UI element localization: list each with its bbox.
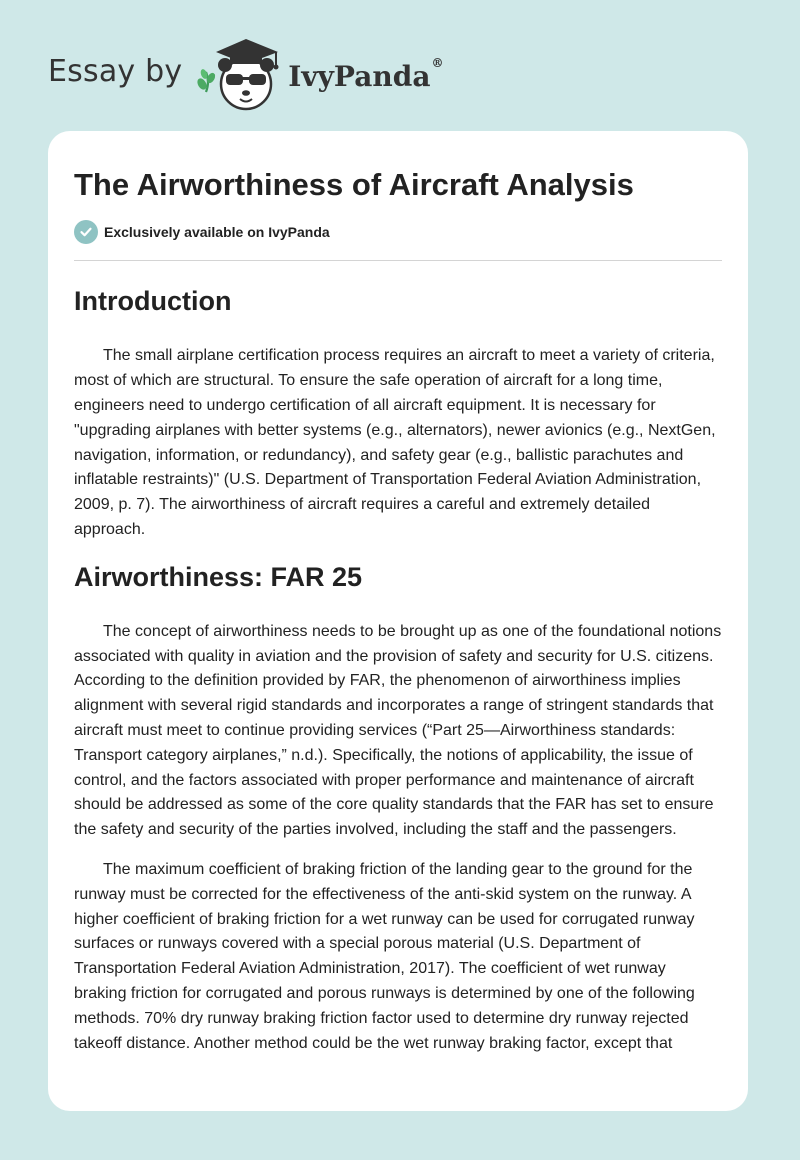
exclusive-badge (74, 220, 722, 244)
section-heading-introduction: Introduction (74, 286, 232, 317)
essay-title: The Airworthiness of Aircraft Analysis (74, 167, 634, 202)
site-header (48, 34, 443, 114)
check-icon (74, 220, 98, 244)
registered-mark: ® (431, 55, 444, 70)
divider (74, 260, 722, 261)
brand-name[interactable] (288, 55, 444, 93)
panda-graduate-logo-icon[interactable] (196, 34, 286, 114)
exclusive-badge-text: Exclusively available on IvyPanda (104, 224, 330, 241)
brand-name-text: IvyPanda (288, 59, 431, 93)
brand-prefix: Essay by (48, 53, 183, 89)
section-heading-airworthiness-far-25: Airworthiness: FAR 25 (74, 561, 363, 592)
paragraph-airworthiness-1: The concept of airworthiness needs to be brought up as one of the foundational notions associated with quality in aviation and the provision of safety and security for U.S. citizens. According to the definition provided by FAR, the phenomenon of airworthiness implies alignment with several rigid standards and incorporates a range of stringent standards that aircraft must meet to continue providing services (“Part 25—Airworthiness standards: Transport category airplanes,” n.d.). Specifically, the notions of applicability, the issue of control, and the factors associated with proper performance and maintenance of aircraft should be addressed as some of the core quality standards that the FAR has set to ensure the safety and security of the parties involved, including the staff and the passengers. (74, 622, 722, 839)
paragraph-airworthiness-2: The maximum coefficient of braking friction of the landing gear to the ground for the runway must be corrected for the effectiveness of the anti-skid system on the runway. A higher coefficient of braking friction for a wet runway can be used for corrugated runway surfaces or runways covered with a special porous material (U.S. Department of Transportation Federal Aviation Administration, 2017). The coefficient of wet runway braking friction for corrugated and porous runways is determined by one of the following methods. 70% dry runway braking friction factor used to determine dry runway rejected takeoff distance. Another method could be the wet runway braking factor, except that (74, 861, 695, 1052)
paragraph-introduction: The small airplane certification process requires an aircraft to meet a variety of criteria, most of which are structural. To ensure the safe operation of aircraft for a long time, engineers need to undergo certification of all aircraft equipment. It is necessary for "upgrading airplanes with better systems (e.g., alternators), newer avionics (e.g., NextGen, navigation, information, or redundancy), and safety gear (e.g., ballistic parachutes and inflatable restraints)" (U.S. Department of Transportation Federal Aviation Administration, 2009, p. 7). The airworthiness of aircraft requires a careful and extremely detailed approach. (74, 347, 716, 538)
essay-card (48, 131, 748, 1111)
